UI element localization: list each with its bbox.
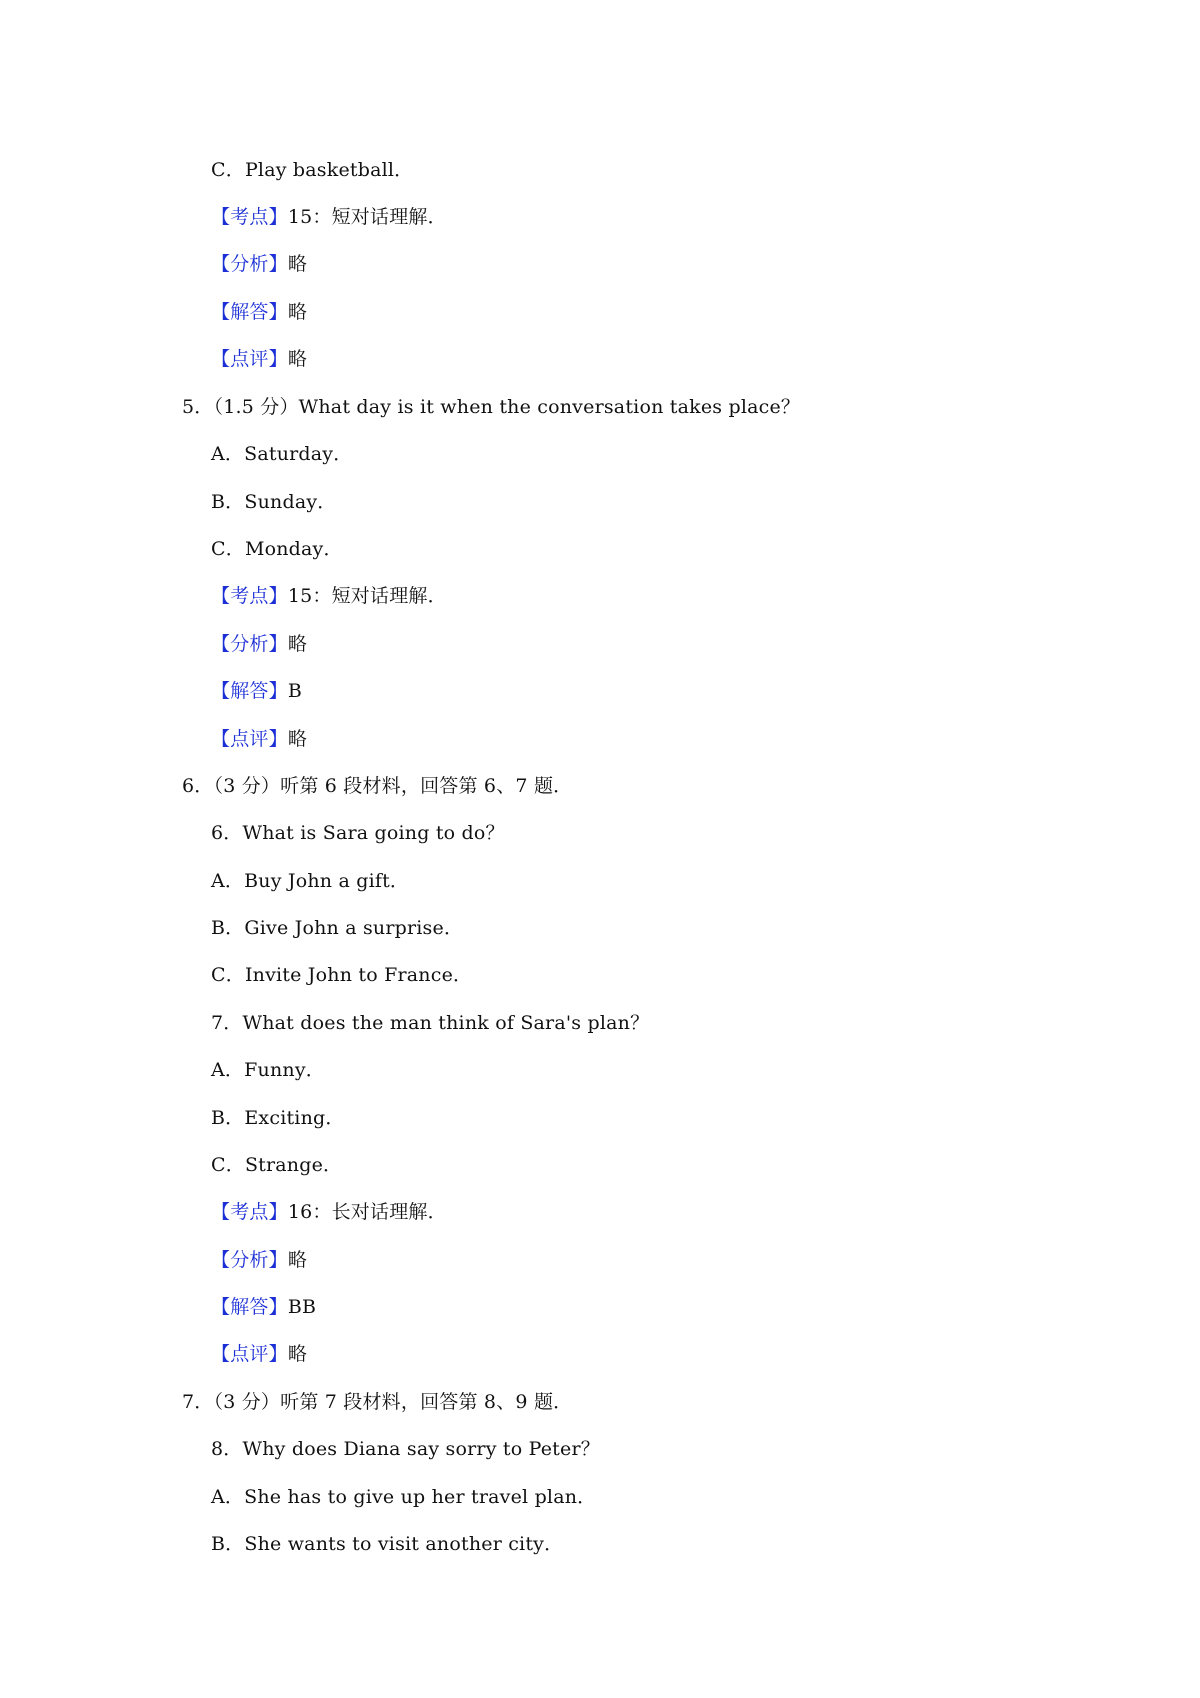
fenxi-tag: 【分析】 bbox=[211, 1249, 288, 1271]
kaodian-text: 15：短对话理解． bbox=[287, 585, 447, 607]
kaodian-tag: 【考点】 bbox=[211, 585, 288, 607]
q5-option-b: B．Sunday． bbox=[211, 491, 337, 513]
q5-dianping bbox=[211, 727, 307, 751]
q7-sub8-stem: 8．Why does Diana say sorry to Peter？ bbox=[211, 1438, 600, 1460]
q4-option-c: C．Play basketball． bbox=[211, 159, 414, 181]
fenxi-text: 略 bbox=[287, 253, 308, 275]
q7-sub8-option-b: B．She wants to visit another city． bbox=[211, 1533, 564, 1555]
q4-kaodian bbox=[211, 205, 447, 229]
q6-sub6-option-b: B．Give John a surprise． bbox=[211, 917, 464, 939]
fenxi-text: 略 bbox=[287, 1249, 308, 1271]
jieda-text: BB bbox=[287, 1296, 317, 1318]
q6-sub7-option-a: A．Funny． bbox=[211, 1059, 325, 1081]
dianping-tag: 【点评】 bbox=[211, 1343, 288, 1365]
q5-fenxi bbox=[211, 632, 307, 656]
q5-kaodian bbox=[211, 584, 447, 608]
q6-sub6-stem: 6．What is Sara going to do？ bbox=[211, 822, 505, 844]
dianping-text: 略 bbox=[287, 728, 308, 750]
fenxi-tag: 【分析】 bbox=[211, 633, 288, 655]
dianping-text: 略 bbox=[287, 348, 308, 370]
q6-sub6-option-c: C．Invite John to France． bbox=[211, 964, 473, 986]
q6-sub6-option-a: A．Buy John a gift． bbox=[211, 870, 410, 892]
q6-sub7-stem: 7．What does the man think of Sara's plan？ bbox=[211, 1012, 650, 1034]
dianping-tag: 【点评】 bbox=[211, 348, 288, 370]
q7-sub8-option-a: A．She has to give up her travel plan． bbox=[211, 1486, 597, 1508]
q4-fenxi bbox=[211, 252, 307, 276]
q5-option-a: A．Saturday． bbox=[211, 443, 353, 465]
dianping-text: 略 bbox=[287, 1343, 308, 1365]
kaodian-tag: 【考点】 bbox=[211, 206, 288, 228]
q7-stem: 7．（3 分）听第 7 段材料，回答第 8、9 题． bbox=[182, 1391, 573, 1413]
jieda-tag: 【解答】 bbox=[211, 301, 288, 323]
q6-sub7-option-c: C．Strange． bbox=[211, 1154, 343, 1176]
q5-stem: 5．（1.5 分）What day is it when the conversation takes place？ bbox=[182, 396, 801, 418]
jieda-tag: 【解答】 bbox=[211, 1296, 288, 1318]
q6-jieda bbox=[211, 1295, 316, 1319]
q4-jieda bbox=[211, 300, 307, 324]
q6-fenxi bbox=[211, 1248, 307, 1272]
fenxi-text: 略 bbox=[287, 633, 308, 655]
jieda-text: B bbox=[287, 680, 302, 702]
q6-dianping bbox=[211, 1342, 307, 1366]
q6-stem: 6．（3 分）听第 6 段材料，回答第 6、7 题． bbox=[182, 775, 573, 797]
fenxi-tag: 【分析】 bbox=[211, 253, 288, 275]
q5-jieda bbox=[211, 679, 302, 703]
dianping-tag: 【点评】 bbox=[211, 728, 288, 750]
q5-option-c: C．Monday． bbox=[211, 538, 343, 560]
q6-sub7-option-b: B．Exciting． bbox=[211, 1107, 345, 1129]
q4-dianping bbox=[211, 347, 307, 371]
kaodian-tag: 【考点】 bbox=[211, 1201, 288, 1223]
kaodian-text: 15：短对话理解． bbox=[287, 206, 447, 228]
q6-kaodian bbox=[211, 1200, 447, 1224]
jieda-text: 略 bbox=[287, 301, 308, 323]
kaodian-text: 16：长对话理解． bbox=[287, 1201, 447, 1223]
jieda-tag: 【解答】 bbox=[211, 680, 288, 702]
